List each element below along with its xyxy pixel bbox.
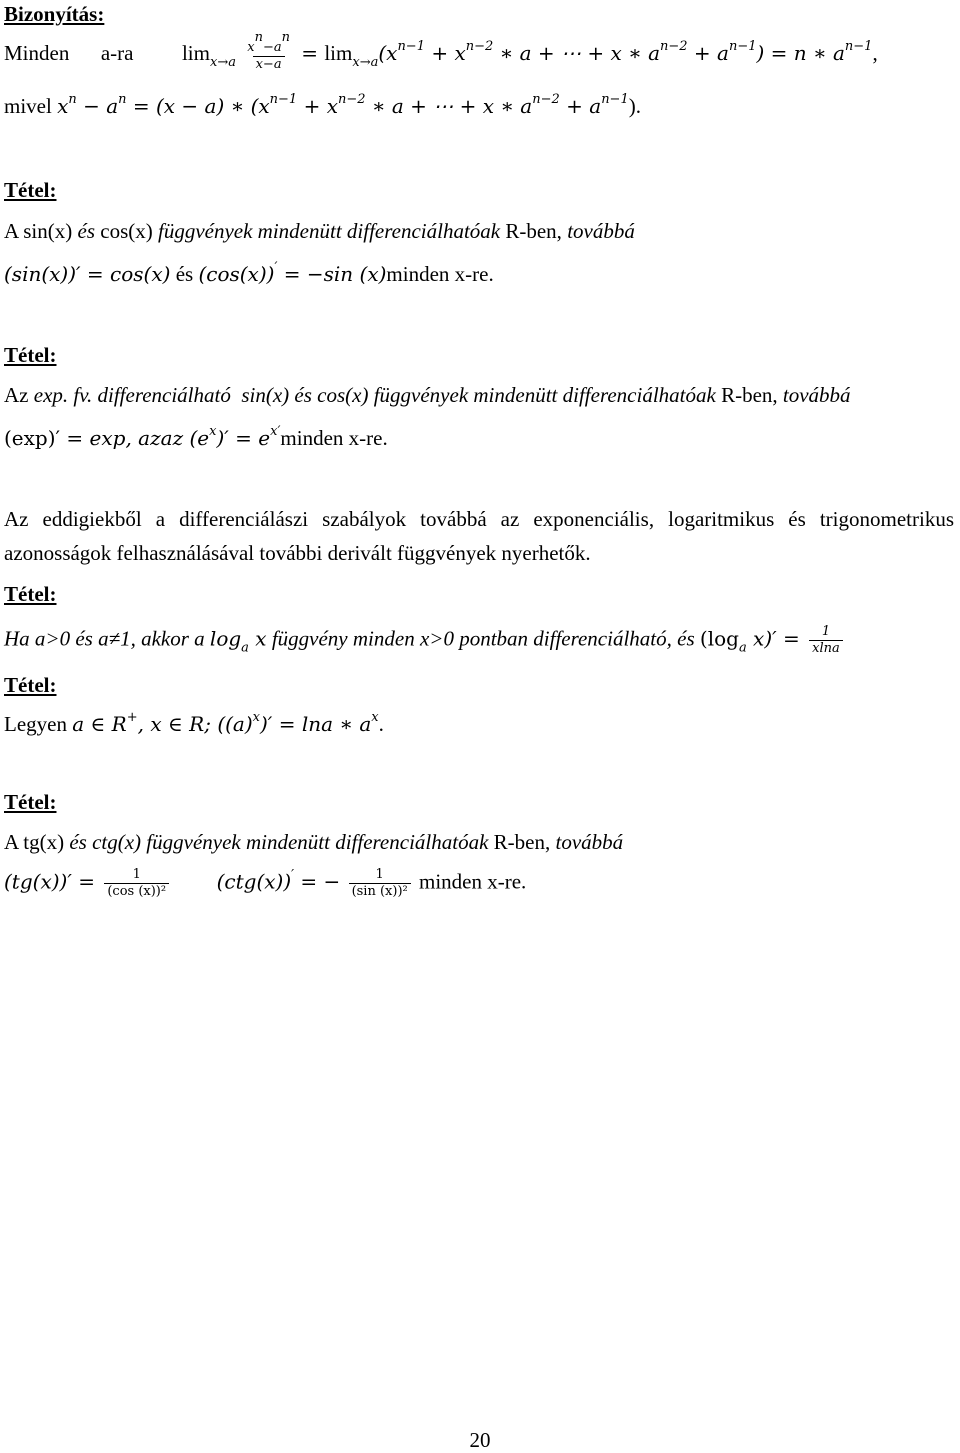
theorem3-heading: Tétel: <box>4 582 57 606</box>
body-paragraph: Az eddigiekből a differenciálászi szabályok továbbá az exponenciális, logaritmikus és trigonometrikus azonosságok felhasználásával további derivált függvények nyerhetők. <box>4 507 954 565</box>
proof-line1-prefix: Minden a-ra <box>4 41 134 66</box>
factorization-formula: $x^n - a^n = (x - a)$ ∗ ($x^{n-1} + x^{n-2}$ ∗ a + ⋯ + x ∗ $a^{n-2} + a^{n-1}$ <box>57 92 629 118</box>
proof-line-2: mivel $x^n - a^n = (x - a)$ ∗ ($x^{n-1} + x^{n-2}$ ∗ a + ⋯ + x ∗ $a^{n-2} + a^{n-1}$). <box>4 92 641 118</box>
theorem5-text: A tg(x) és ctg(x) függvények mindenütt differenciálhatóak R-ben, továbbá <box>4 830 624 854</box>
limit-expansion: ($x^{n-1} + x^{n-2}$ ∗ a + ⋯ + x ∗ $a^{n-2} + a^{n-1}) = n$ ∗ $a^{n-1}$ <box>378 39 873 66</box>
theorem4-heading: Tétel: <box>4 673 57 697</box>
theorem4-formula: Legyen a ∈ R+, x ∈ R; $((a)^x)' = \ln a$ ∗ $a^x$. <box>4 710 384 736</box>
theorem1-heading: Tétel: <box>4 178 57 202</box>
proof-line-1: Minden a-ra $\lim_{x\to a}$ $\frac{x^n-a^n}{x-a}$ = $\lim_{x\to a}(x^{n-1} + x^{n-2}$ ∗ a + ⋯ + x ∗ $a^{n-2} + a^{n-1}) = n$ ∗ $a^{n-1}$, <box>4 30 878 72</box>
theorem2-formula: (exp)′ = exp, azaz $(e^x)'$ = $e^{x'}minden$ x-re. <box>4 424 388 450</box>
theorem1-text: A sin(x) és cos(x) függvények mindenütt differenciálhatóak R-ben, továbbá <box>4 219 635 243</box>
lim-subscript: x→a <box>209 55 236 71</box>
theorem2-heading: Tétel: <box>4 343 57 367</box>
theorem5-heading: Tétel: <box>4 790 57 814</box>
theorem5-formula: (tg(x))′ = $\frac{1}{\text{(cos (x))²}}$ (ctg(x))′ = − $\frac{1}{\text{(sin (x))²}}$ minden x-re. <box>4 867 527 899</box>
page-number: 20 <box>469 1428 491 1452</box>
proof-heading: Bizonyítás: <box>4 2 105 26</box>
log-derivative-fraction: $\frac{1}{xlna}$ <box>809 625 843 657</box>
ctg-derivative-fraction: $\frac{1}{\text{(sin (x))²}}$ <box>349 868 411 900</box>
log-symbol: log <box>209 626 242 651</box>
tg-derivative-fraction: $\frac{1}{\text{(cos (x))²}}$ <box>104 868 169 900</box>
theorem3-text: Ha a>0 és a≠1, akkor a $\log_a x$ függvény minden x>0 pontban differenciálható, és ($\log_a$ x)′ = $\frac{1}{xlna}$ <box>4 625 954 657</box>
theorem1-formula: (sin(x))′ = cos(x) és (cos(x))′ = −sin (x)minden x-re. <box>4 260 494 286</box>
limit-fraction: $\frac{x^n-a^n}{x-a}$ <box>247 30 290 72</box>
lim-symbol: lim <box>181 41 210 66</box>
theorem2-text: Az exp. fv. differenciálható sin(x) és cos(x) függvények mindenütt differenciálhatóak R-ben, továbbá <box>4 383 851 407</box>
